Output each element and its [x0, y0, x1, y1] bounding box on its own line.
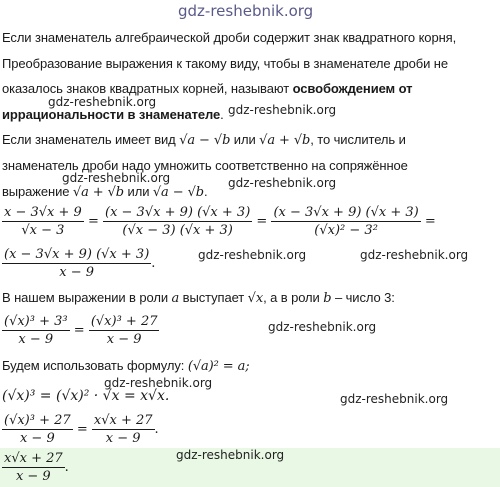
text-line-4 [2, 107, 224, 122]
math-conj-2: √a − √b [152, 185, 204, 200]
final-answer [2, 450, 69, 485]
math-sqa-plus-sqb: √a + √b [259, 133, 311, 148]
text-line-3 [2, 81, 412, 96]
text-line-5-or: или [230, 132, 260, 147]
watermark: gdz-reshebnik.org [176, 448, 285, 462]
fraction-9-numerator: x√x + 27 [93, 413, 153, 428]
text-line-10-a: В нашем выражении в роли [2, 290, 172, 305]
text-line-7-start: выражение [2, 184, 73, 199]
fraction-4 [2, 246, 151, 281]
fraction-4-denominator: x − 9 [59, 265, 95, 280]
text-line-7 [2, 184, 208, 200]
watermark: gdz-reshebnik.org [360, 248, 469, 262]
fraction-9 [92, 412, 155, 447]
fraction-5 [2, 313, 70, 348]
fraction-6-denominator: x − 9 [106, 332, 142, 347]
watermark: gdz-reshebnik.org [228, 103, 337, 117]
period: . [154, 422, 159, 437]
term-bold-1: освобождением от [292, 81, 413, 96]
math-conj-1: √a + √b [72, 185, 125, 200]
watermark: gdz-reshebnik.org [62, 171, 171, 185]
text-line-2: Преобразование выражения к такому виду, чтобы в знаменателе дроби не [2, 56, 449, 71]
text-line-12 [2, 358, 250, 374]
fraction-3-numerator: (x − 3√x + 9) (√x + 3) [273, 205, 419, 220]
text-line-4-end: . [220, 107, 224, 122]
text-line-10-c: , а в роли [263, 290, 324, 305]
math-sqa-minus-sqb: √a − √b [179, 133, 231, 148]
fraction-10-denominator: x − 9 [15, 469, 51, 484]
watermark: gdz-reshebnik.org [228, 176, 337, 190]
period: . [64, 460, 69, 475]
fraction-6-numerator: (√x)³ + 27 [90, 314, 158, 329]
period: . [151, 256, 156, 271]
watermark: gdz-reshebnik.org [340, 392, 449, 406]
text-line-1: Если знаменатель алгебраической дроби содержит знак квадратного корня, [2, 30, 457, 45]
text-line-3-start: оказалось знаков квадратных корней, называют [2, 81, 293, 96]
watermark: gdz-reshebnik.org [48, 95, 157, 109]
equation-cubes [2, 313, 159, 348]
math-formula: (√a)² [187, 359, 219, 374]
watermark-top: gdz-reshebnik.org [178, 2, 314, 20]
text-line-10-d: – число 3: [331, 290, 395, 305]
text-line-12-start: Будем использовать формулу: [2, 358, 188, 373]
text-line-10 [2, 290, 395, 306]
fraction-6 [89, 313, 160, 348]
math-var-b: b [323, 291, 332, 306]
term-bold-2: иррациональности в знаменателе [2, 107, 221, 122]
text-line-7-end: . [203, 184, 208, 199]
equals-sign: = [87, 214, 99, 229]
math-formula-rhs: = a; [218, 359, 250, 374]
fraction-3-denominator: (√x)² − 3² [314, 223, 378, 238]
fraction-5-numerator: (√x)³ + 3³ [4, 314, 68, 329]
fraction-1-denominator: √x − 3 [21, 223, 65, 238]
equals-sign: = [256, 214, 268, 229]
watermark: gdz-reshebnik.org [198, 248, 307, 262]
fraction-8-denominator: x − 9 [19, 431, 55, 446]
equation-chain-1 [2, 204, 436, 239]
fraction-8 [2, 412, 73, 447]
text-line-6: знаменатель дроби надо умножить соответственно на сопряжённое [2, 158, 408, 173]
watermark: gdz-reshebnik.org [104, 376, 213, 390]
equals-sign: = [76, 422, 88, 437]
equals-sign: = [73, 323, 85, 338]
equals-sign: = [424, 214, 436, 229]
text-line-5-start: Если знаменатель имеет вид [2, 132, 180, 147]
text-line-5-end: , то числитель и [310, 132, 406, 147]
fraction-1 [2, 204, 84, 239]
fraction-2-numerator: (x − 3√x + 9) (√x + 3) [105, 205, 251, 220]
fraction-10-numerator: x√x + 27 [4, 451, 63, 466]
fraction-1-numerator: x − 3√x + 9 [4, 205, 82, 220]
text-line-7-or: или [124, 184, 153, 199]
fraction-2-denominator: (√x − 3) (√x + 3) [122, 223, 233, 238]
fraction-2 [103, 204, 252, 239]
equation-substitute [2, 412, 159, 447]
watermark: gdz-reshebnik.org [268, 320, 377, 334]
fraction-10 [2, 450, 65, 485]
text-line-5 [2, 132, 406, 148]
fraction-8-numerator: (√x)³ + 27 [4, 413, 71, 428]
fraction-5-denominator: x − 9 [18, 332, 54, 347]
text-line-10-b: выступает [179, 290, 248, 305]
equation-chain-2 [2, 246, 155, 281]
fraction-3 [271, 204, 420, 239]
math-var-a: a [171, 291, 180, 306]
equation-cube-expand: (√x)³ = (√x)² · √x = x√x. [2, 388, 170, 404]
fraction-9-denominator: x − 9 [105, 431, 141, 446]
math-sqx: √x [247, 291, 264, 306]
fraction-4-numerator: (x − 3√x + 9) (√x + 3) [4, 247, 150, 262]
